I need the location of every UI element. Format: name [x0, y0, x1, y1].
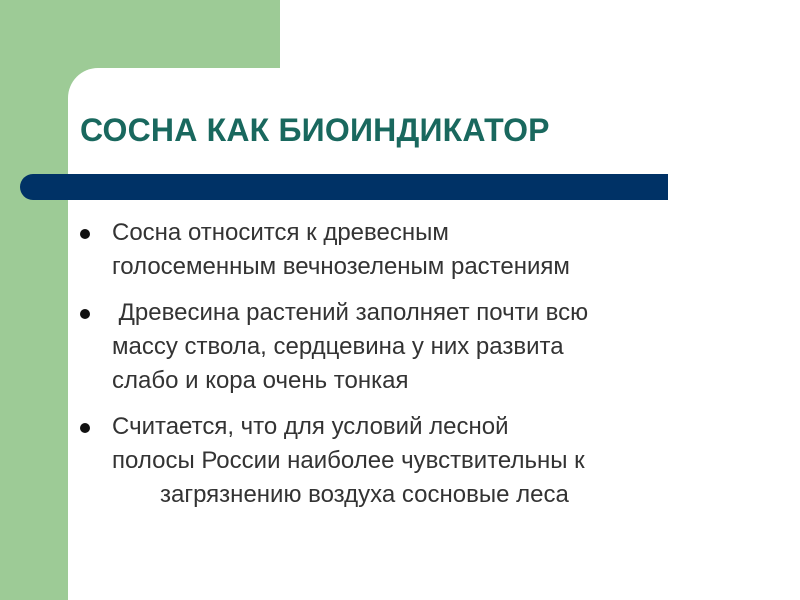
bullet-list	[80, 216, 760, 524]
bullet-dot-icon	[80, 309, 90, 319]
bullet-text-line: Древесина растений заполняет почти всю	[112, 299, 589, 326]
bullet-text-line: Сосна относится к древесным	[112, 219, 449, 246]
bullet-item-1	[80, 216, 760, 284]
bullet-text-line: массу ствола, сердцевина у них развита	[112, 333, 564, 360]
bullet-text-line: загрязнению воздуха сосновые леса	[160, 481, 569, 508]
bullet-text-line: полосы России наиболее чувствительны к	[112, 447, 585, 474]
bullet-text-line: Считается, что для условий лесной	[112, 413, 509, 440]
slide-title: СОСНА КАК БИОИНДИКАТОР	[80, 112, 550, 148]
bullet-text-line: слабо и кора очень тонкая	[112, 367, 409, 394]
bullet-dot-icon	[80, 423, 90, 433]
bullet-text-line: голосеменным вечнозеленым растениям	[112, 253, 570, 280]
bullet-dot-icon	[80, 229, 90, 239]
bullet-item-3	[80, 410, 760, 512]
bullet-item-2	[80, 296, 760, 398]
title-underline-bar	[20, 174, 668, 200]
